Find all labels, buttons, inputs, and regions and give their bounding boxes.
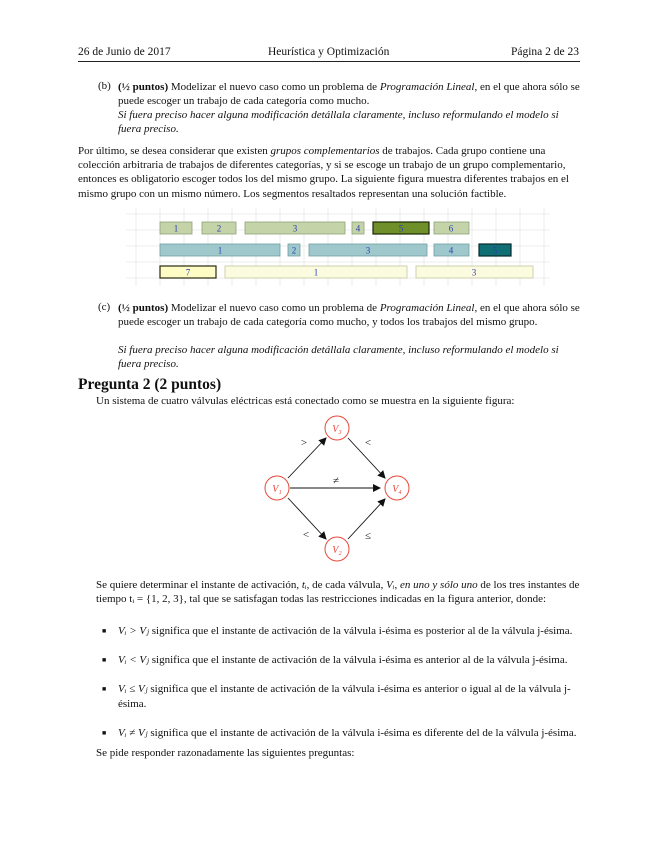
item-c-label: (c) [98, 301, 111, 313]
row2-label-3: 3 [365, 245, 371, 256]
item-b-text2: , en el que ahora sólo se puede escoger un trabajo de cada categoría como mucho. [118, 81, 580, 108]
row3-label-3: 3 [471, 267, 477, 278]
header-course: Heurística y Optimización [268, 46, 390, 58]
edge-label-v1-v2: < [302, 529, 310, 541]
item-c-text [118, 301, 580, 329]
bullet-relation: Vᵢ ≠ Vⱼ [118, 726, 148, 739]
edge-label-v3-v4: < [364, 437, 372, 449]
item-b-term: Programación Lineal [379, 81, 475, 93]
row1-label-1: 1 [173, 223, 179, 234]
segments-figure [126, 208, 550, 288]
item-c-points: (½ puntos) [118, 302, 169, 314]
paragraph-text1: Por último, se desea considerar que existen [78, 145, 268, 157]
description-text4: de los tres instantes de tiempo tᵢ = {1, 2, 3}, tal que se satisfagan todas las restricciones indicadas en la figura anterior, donde: [96, 579, 580, 606]
description-var-t: tᵢ [301, 579, 307, 591]
edge-label-v1-v4: ≠ [332, 475, 340, 487]
row1-label-6: 6 [448, 223, 454, 234]
bullet-text: significa que el instante de activación de la válvula i-ésima es posterior al de la válvula j-ésima. [151, 625, 573, 637]
bullet-text: significa que el instante de activación de la válvula i-ésima es anterior o igual al de la válvula j-ésima. [118, 683, 571, 710]
description-text3: , [394, 579, 398, 591]
list-item [96, 726, 582, 740]
node-v2-label: V₂ [332, 545, 342, 556]
row2-label-1: 1 [217, 245, 223, 256]
row1-label-5: 5 [398, 223, 404, 234]
node-v4-label: V₄ [392, 484, 402, 495]
node-v1-label: V₁ [272, 484, 282, 495]
item-b-label: (b) [98, 80, 111, 92]
item-c-text2: , en el que ahora sólo se puede escoger un trabajo de cada categoría como mucho, y todos los trabajos del mismo grupo. [118, 302, 580, 329]
description-text2: , de cada válvula, [306, 579, 384, 591]
list-item [96, 682, 582, 710]
row1-label-4: 4 [355, 223, 361, 234]
question-2-title: Pregunta 2 (2 puntos) [78, 376, 222, 393]
bullet-relation: Vᵢ ≤ Vⱼ [118, 683, 148, 696]
edge-label-v2-v4: ≤ [364, 530, 372, 542]
description-emph: en uno y sólo uno [400, 579, 478, 591]
item-c-term: Programación Lineal [379, 302, 475, 314]
item-b-note: Si fuera preciso hacer alguna modificación detállala claramente, incluso reformulando el modelo si fuera preciso. [118, 109, 559, 136]
row2-label-2: 2 [291, 245, 297, 256]
bullet-text: significa que el instante de activación de la válvula i-ésima es anterior al de la válvula j-ésima. [151, 654, 568, 667]
valve-graph [250, 412, 420, 564]
row3-label-7: 7 [185, 267, 191, 278]
row2-label-4: 4 [448, 245, 454, 256]
activation-description [96, 578, 580, 606]
item-b-text1: Modelizar el nuevo caso como un problema de [170, 81, 378, 93]
header-page-number: Página 2 de 23 [510, 46, 579, 58]
bullet-relation: Vᵢ < Vⱼ [118, 654, 150, 667]
paragraph-term: grupos complementarios [270, 145, 380, 157]
list-item [96, 653, 582, 667]
item-b-points: (½ puntos) [118, 81, 169, 93]
constraint-list [96, 624, 582, 755]
description-var-v: Vᵢ [386, 579, 395, 591]
groups-paragraph [78, 144, 580, 201]
item-b-text [118, 80, 580, 108]
header-date: 26 de Junio de 2017 [78, 46, 171, 58]
bullet-text: significa que el instante de activación de la válvula i-ésima es diferente del de la válvula j-ésima. [150, 726, 577, 739]
row2-label-5: 5 [492, 245, 498, 256]
item-c-text1: Modelizar el nuevo caso como un problema de [170, 302, 378, 314]
row1-label-2: 2 [216, 223, 222, 234]
header-rule [78, 61, 580, 62]
closing-text: Se pide responder razonadamente las siguientes preguntas: [96, 747, 355, 759]
row1-label-3: 3 [292, 223, 298, 234]
description-text1: Se quiere determinar el instante de activación, [96, 579, 300, 591]
node-v3-label: V₃ [332, 424, 342, 435]
item-c-note: Si fuera preciso hacer alguna modificación detállala claramente, incluso reformulando el modelo si fuera preciso. [118, 344, 559, 371]
paragraph-text2: de trabajos. Cada grupo contiene una colección arbitraria de trabajos de diferentes categorías, y si se escoge un trabajo de un grupo complementario, entonces es obligatorio escoger todos los del mismo grupo. La siguiente figura muestra diferentes trabajos en el mismo grupo con un mismo número. Los segmentos resaltados representan una solución factible. [78, 145, 569, 200]
list-item [96, 624, 582, 638]
edge-label-v1-v3: > [300, 437, 308, 449]
bullet-relation: Vᵢ > Vⱼ [118, 625, 150, 637]
question-2-intro: Un sistema de cuatro válvulas eléctricas está conectado como se muestra en la siguiente figura: [96, 395, 515, 407]
row3-label-1: 1 [313, 267, 319, 278]
